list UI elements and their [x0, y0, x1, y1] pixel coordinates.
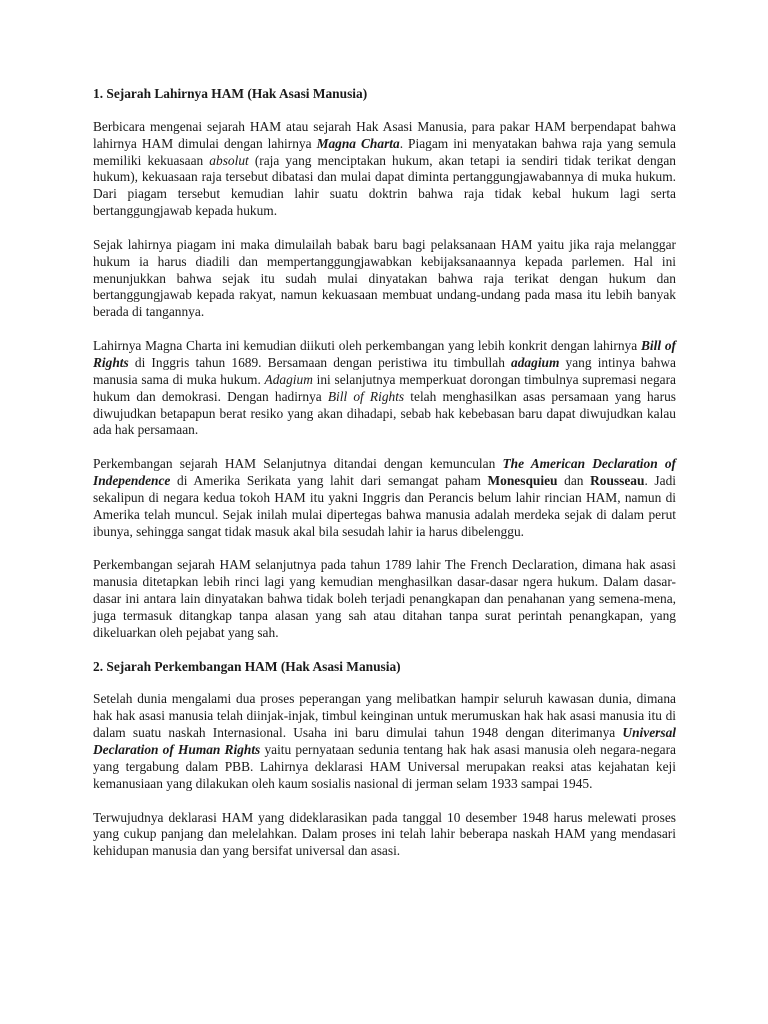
magna-charta-term: Magna Charta	[316, 135, 400, 151]
bill-of-rights-term: Bill of Rights	[93, 338, 676, 370]
section-1-paragraph-5: Perkembangan sejarah HAM selanjutnya pada tahun 1789 lahir The French Declaration, dimana hak asasi manusia ditetapkan lebih rinci lagi yang kemudian menghasilkan dasar-dasar ngera hukum. Dalam dasar-dasar ini antara lain dinyatakan bahwa tidak boleh terjadi penangkapan dan penahanan yang semena-mena, juga termasuk ditangkap tanpa alasan yang sah atau ditahan tanpa surat perintah penangkapan, yang dikeluarkan oleh pejabat yang sah.	[93, 557, 676, 640]
rousseau-term: Rousseau	[590, 473, 645, 489]
section-2-paragraph-2: Terwujudnya deklarasi HAM yang dideklarasikan pada tanggal 10 desember 1948 harus melewati proses yang cukup panjang dan melelahkan. Dalam proses ini telah lahir beberapa naskah HAM yang mendasari kehidupan manusia dan yang bersifat universal dan asasi.	[93, 809, 676, 859]
section-1-paragraph-1: Berbicara mengenai sejarah HAM atau sejarah Hak Asasi Manusia, para pakar HAM berpendapat bahwa lahirnya HAM dimulai dengan lahirnya Magna Charta. Piagam ini menyatakan bahwa raja yang semula memiliki kekuasaan absolut (raja yang menciptakan hukum, akan tetapi ia sendiri tidak terikat dengan hukum), kekuasaan raja tersebut dibatasi dan mulai dapat diminta pertanggungjawabannya di muka hukum. Dari piagam tersebut kemudian lahir suatu doktrin bahwa raja tidak kebal hukum lagi serta bertanggungjawab kepada hukum.	[93, 118, 676, 219]
universal-declaration-term: Universal Declaration of Human Rights	[93, 725, 676, 757]
adagium-term-italic: Adagium	[264, 371, 313, 387]
section-2-heading: 2. Sejarah Perkembangan HAM (Hak Asasi Manusia)	[93, 658, 401, 674]
section-1-heading: 1. Sejarah Lahirnya HAM (Hak Asasi Manusia)	[93, 86, 368, 101]
adagium-term: adagium	[511, 354, 560, 370]
bill-of-rights-term-italic: Bill of Rights	[327, 388, 405, 404]
section-1-paragraph-4: Perkembangan sejarah HAM Selanjutnya ditandai dengan kemunculan The American Declaration of Independence di Amerika Serikata yang lahit dari semangat paham Monesquieu dan Rousseau. Jadi sekalipun di negara kedua tokoh HAM itu yakni Inggris dan Perancis belum lahir rincian HAM, namun di Amerika telah muncul. Sejak inilah mulai dipertegas bahwa manusia adalah merdeka sejak di dalam perut ibunya, sehingga sangat tidak masuk akal bila sesudah lahir ia harus dibelenggu.	[93, 456, 677, 539]
american-declaration-term: The American Declaration of Independence	[93, 456, 676, 489]
monesquieu-term: Monesquieu	[487, 473, 558, 489]
absolut-term: absolut	[209, 152, 249, 168]
section-1-paragraph-3: Lahirnya Magna Charta ini kemudian diikuti oleh perkembangan yang lebih konkrit dengan lahirnya Bill of Rights di Inggris tahun 1689. Bersamaan dengan peristiwa itu timbullah adagium yang intinya bahwa manusia sama di muka hukum. Adagium ini selanjutnya memperkuat dorongan timbulnya supremasi negara hukum dan demokrasi. Dengan hadirnya Bill of Rights telah menghasilkan asas persamaan yang harus diwujudkan betapapun berat resiko yang akan dihadapi, sebab hak kebebasan baru dapat diwujudkan kalau ada hak persamaan.	[93, 338, 676, 438]
document-page	[93, 86, 676, 877]
section-1-paragraph-2: Sejak lahirnya piagam ini maka dimulailah babak baru bagi pelaksanaan HAM yaitu jika raja melanggar hukum ia harus diadili dan mempertanggungjawabkan kebijaksanaannya kepada parlemen. Hal ini menunjukkan bahwa sejak itu sudah mulai dinyatakan bahwa raja terikat dengan hukum dan bertanggungjawab kepada rakyat, namun kekuasaan membuat undang-undang pada masa itu lebih banyak berada di tangannya.	[93, 236, 676, 320]
section-2-paragraph-1: Setelah dunia mengalami dua proses peperangan yang melibatkan hampir seluruh kawasan dunia, dimana hak hak asasi manusia telah diinjak-injak, timbul keinginan untuk merumuskan hak hak asasi manusia itu di dalam suatu naskah Internasional. Usaha ini baru dimulai tahun 1948 dengan diterimanya Universal Declaration of Human Rights yaitu pernyataan sedunia tentang hak hak asasi manusia oleh negara-negara yang tergabung dalam PBB. Lahirnya deklarasi HAM Universal merupakan reaksi atas kejahatan keji kemanusiaan yang dilakukan oleh kaum sosialis nasional di jerman selam 1933 sampai 1945.	[93, 691, 677, 791]
